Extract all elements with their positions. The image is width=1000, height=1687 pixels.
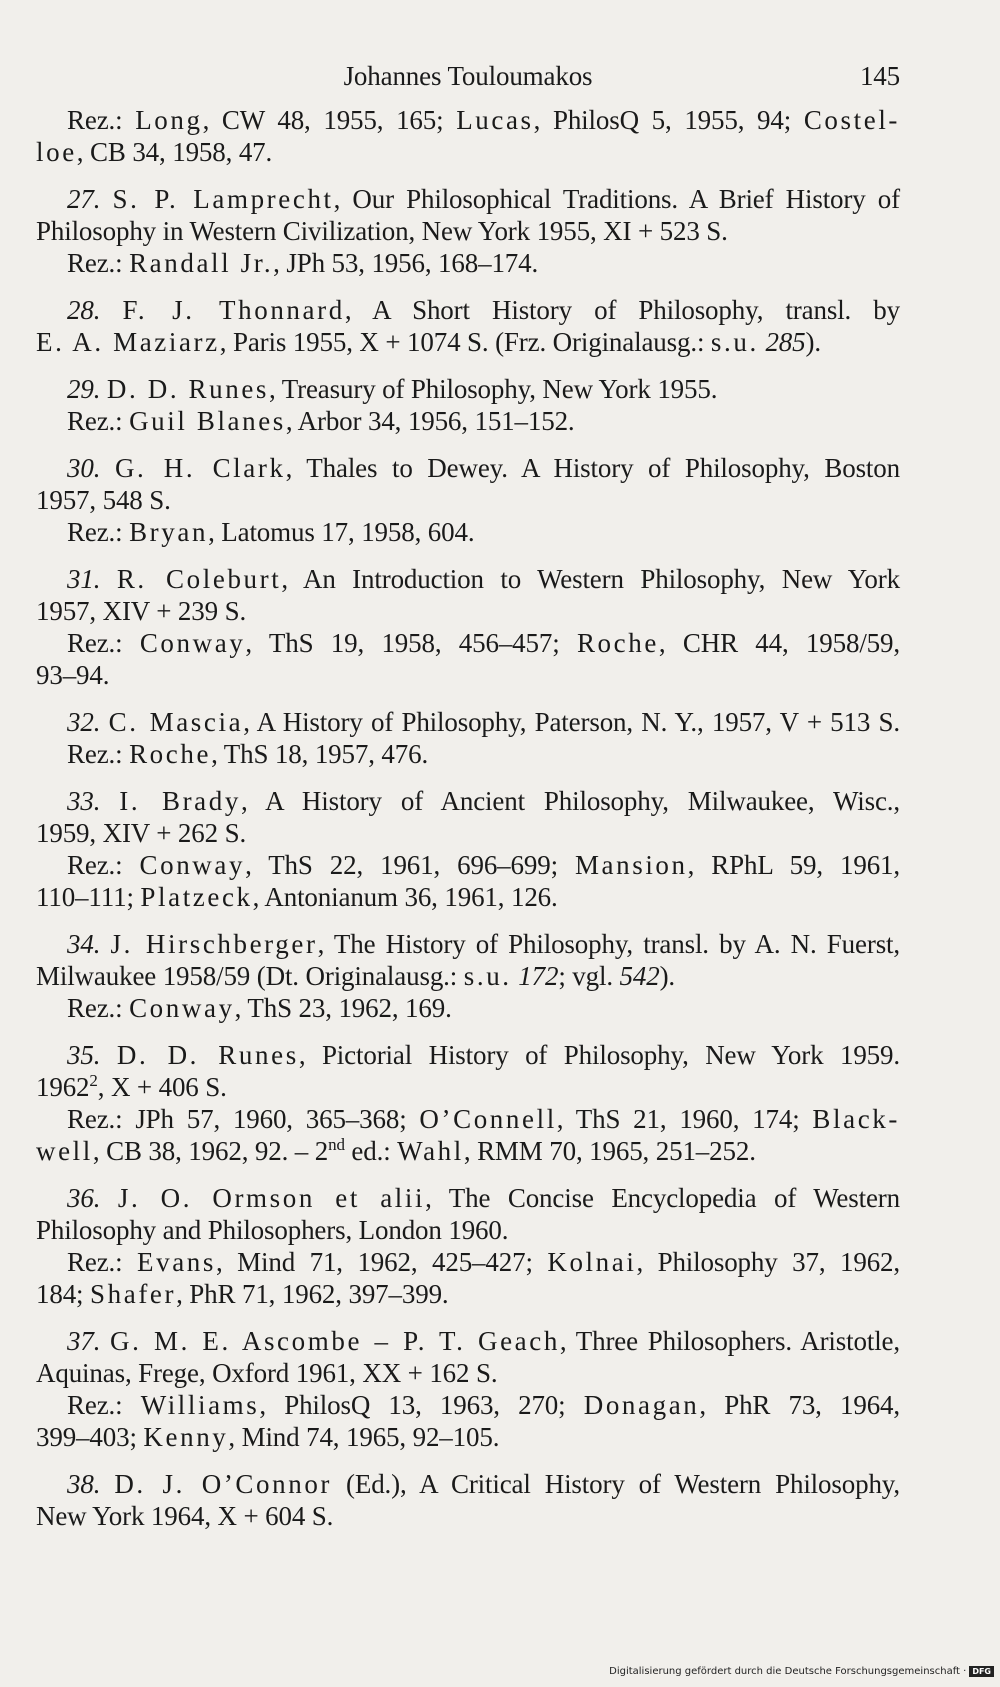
entry-line: Philosophy in Western Civilization, New York 1955, XI + 523 S. — [36, 216, 728, 246]
bibliography-entry-31 — [36, 563, 900, 691]
entry-line: 1959, XIV + 262 S. — [36, 818, 247, 848]
review-line: Rez.: Conway, ThS 22, 1961, 696–699; Mansion, RPhL 59, 1961, — [67, 850, 900, 880]
footer-text: Digitalisierung gefördert durch die Deutsche Forschungsgemeinschaft · — [609, 1666, 967, 1677]
bibliography-entry-37 — [36, 1325, 900, 1453]
bibliography-entry-30 — [36, 452, 900, 548]
review-line: Rez.: Bryan, Latomus 17, 1958, 604. — [67, 517, 475, 547]
review-line: 399–403; Kenny, Mind 74, 1965, 92–105. — [36, 1422, 500, 1452]
bibliography-entry-35 — [36, 1039, 900, 1167]
bibliography-entry-27 — [36, 183, 900, 279]
running-head — [36, 52, 900, 104]
review-line: Rez.: Williams, PhilosQ 13, 1963, 270; Donagan, PhR 73, 1964, — [67, 1390, 900, 1420]
review-line: Rez.: Long, CW 48, 1955, 165; Lucas, PhilosQ 5, 1955, 94; Costel- — [67, 105, 901, 135]
review-line: Rez.: JPh 57, 1960, 365–368; O’Connell, ThS 21, 1960, 174; Black- — [67, 1104, 900, 1134]
entry-line: 35. D. D. Runes, Pictorial History of Philosophy, New York 1959. — [67, 1040, 900, 1070]
entry-line: 34. J. Hirschberger, The History of Philosophy, transl. by A. N. Fuerst, — [67, 929, 901, 959]
bibliography-entry-32 — [36, 706, 900, 770]
entry-line: 36. J. O. Ormson et alii, The Concise Encyclopedia of Western — [67, 1183, 900, 1213]
entry-line: 27. S. P. Lamprecht, Our Philosophical Traditions. A Brief History of — [67, 184, 900, 214]
review-line: well, CB 38, 1962, 92. – 2nd ed.: Wahl, RMM 70, 1965, 251–252. — [36, 1135, 756, 1166]
document-page — [36, 52, 900, 1532]
review-line: Rez.: Roche, ThS 18, 1957, 476. — [67, 739, 429, 769]
running-head-author: Johannes Touloumakos — [343, 61, 593, 91]
review-line: 184; Shafer, PhR 71, 1962, 397–399. — [36, 1279, 449, 1309]
review-line: 110–111; Platzeck, Antonianum 36, 1961, 126. — [36, 882, 558, 912]
review-line: 93–94. — [36, 660, 110, 690]
bibliography-entry-28 — [36, 294, 900, 358]
entry-line: 32. C. Mascia, A History of Philosophy, Paterson, N. Y., 1957, V + 513 S. — [67, 707, 900, 737]
entry-26-review — [36, 104, 900, 168]
cross-reference: 542 — [619, 961, 660, 991]
bibliography-entry-29 — [36, 373, 900, 437]
entry-line: 33. I. Brady, A History of Ancient Philosophy, Milwaukee, Wisc., — [67, 786, 900, 816]
entry-line: Aquinas, Frege, Oxford 1961, XX + 162 S. — [36, 1358, 498, 1388]
dfg-logo: DFG — [969, 1666, 994, 1677]
entry-line: E. A. Maziarz, Paris 1955, X + 1074 S. (Frz. Originalausg.: s.u. 285). — [36, 327, 821, 357]
entry-line: 1957, XIV + 239 S. — [36, 596, 247, 626]
review-line: Rez.: Conway, ThS 23, 1962, 169. — [67, 993, 452, 1023]
bibliography-entry-38 — [36, 1468, 900, 1532]
review-line: Rez.: Guil Blanes, Arbor 34, 1956, 151–152. — [67, 406, 575, 436]
review-line: loe, CB 34, 1958, 47. — [36, 137, 273, 167]
entry-line: Milwaukee 1958/59 (Dt. Originalausg.: s.u. 172; vgl. 542). — [36, 961, 676, 991]
entry-line: 38. D. J. O’Connor (Ed.), A Critical History of Western Philosophy, — [67, 1469, 900, 1499]
entry-line: 28. F. J. Thonnard, A Short History of Philosophy, transl. by — [67, 295, 900, 325]
review-line: Rez.: Conway, ThS 19, 1958, 456–457; Roche, CHR 44, 1958/59, — [67, 628, 900, 658]
bibliography-entry-34 — [36, 928, 900, 1024]
entry-line: Philosophy and Philosophers, London 1960. — [36, 1215, 509, 1245]
cross-reference: 172 — [518, 961, 559, 991]
entry-line: 29. D. D. Runes, Treasury of Philosophy, New York 1955. — [67, 374, 718, 404]
entry-line: 1957, 548 S. — [36, 485, 171, 515]
bibliography-entry-33 — [36, 785, 900, 913]
bibliography-entry-36 — [36, 1182, 900, 1310]
entry-line: 37. G. M. E. Ascombe – P. T. Geach, Three Philosophers. Aristotle, — [67, 1326, 900, 1356]
cross-reference: 285 — [765, 327, 806, 357]
review-line: Rez.: Randall Jr., JPh 53, 1956, 168–174. — [67, 248, 539, 278]
entry-line: 31. R. Coleburt, An Introduction to Western Philosophy, New York — [67, 564, 900, 594]
entry-line: New York 1964, X + 604 S. — [36, 1501, 334, 1531]
review-line: Rez.: Evans, Mind 71, 1962, 425–427; Kolnai, Philosophy 37, 1962, — [67, 1247, 900, 1277]
digitization-footer — [609, 1666, 994, 1677]
page-number: 145 — [859, 61, 900, 91]
entry-line: 30. G. H. Clark, Thales to Dewey. A History of Philosophy, Boston — [67, 453, 900, 483]
entry-line: 1962$^2$, X + 406 S. — [36, 1071, 227, 1102]
